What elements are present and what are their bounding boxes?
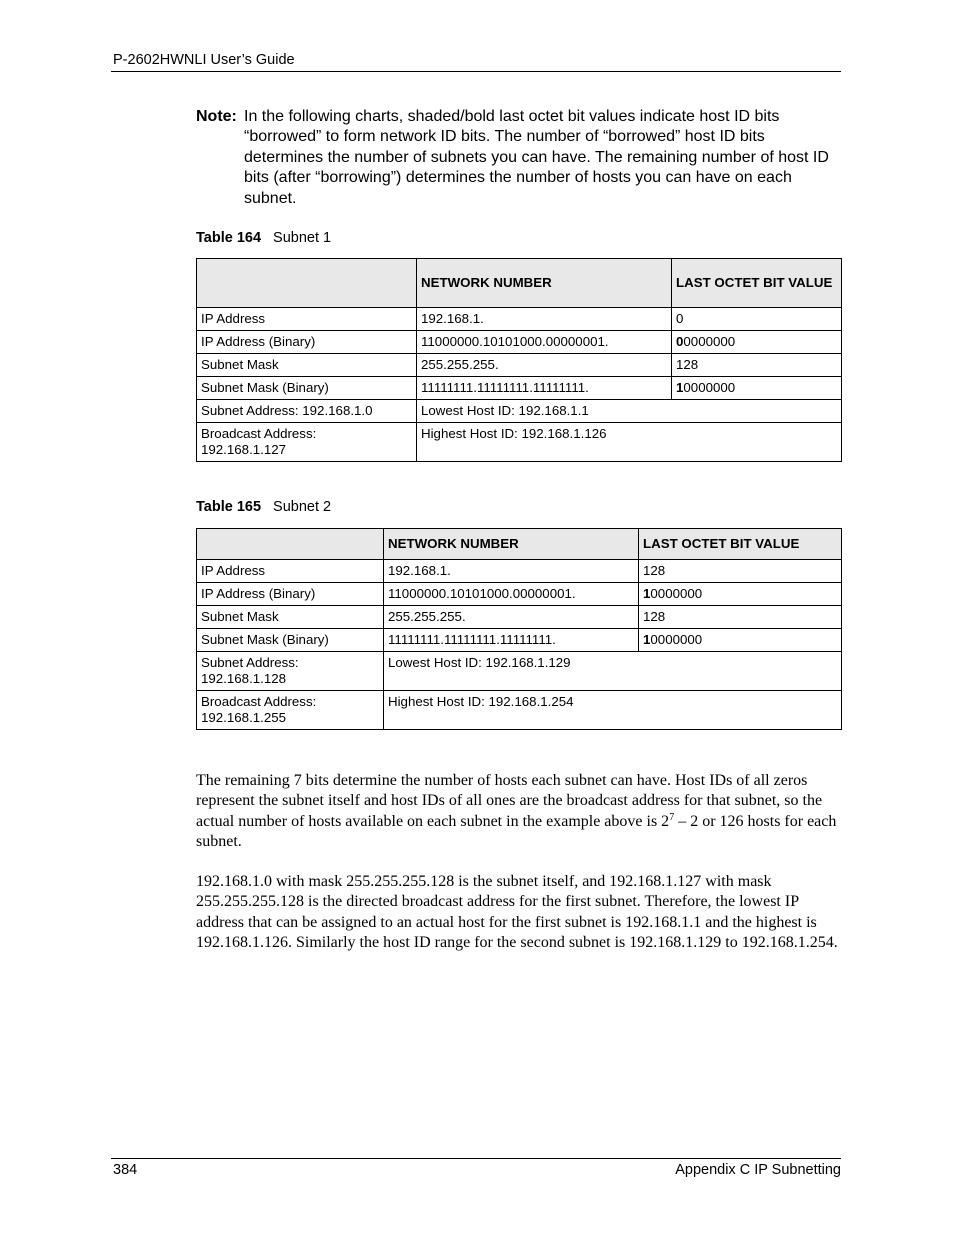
last-octet-cell: [672, 377, 842, 400]
paragraph-hosts: [196, 771, 844, 852]
header-cell-last-octet: LAST OCTET BIT VALUE: [639, 529, 842, 560]
paragraph-hosts-text: The remaining 7 bits determine the number of hosts each subnet can have. Host IDs of all zeros represent the subnet itself and host IDs of all ones are the broadcast address for that subnet, so the actual number of hosts available on each subnet in the example above is 2: [196, 772, 823, 830]
table-row: [197, 629, 842, 652]
header-cell-empty: [197, 529, 384, 560]
subnet-address-cell: [197, 652, 384, 691]
section-title: Appendix C IP Subnetting: [675, 1162, 841, 1178]
octet-value: 128: [643, 609, 666, 624]
exponent: 7: [669, 811, 675, 823]
note-text: In the following charts, shaded/bold last octet bit values indicate host ID bits “borrowed” to form network ID bits. The number of “borrowed” host ID bits determines the number of subnets you can have. The remaining number of host ID bits (after “borrowing”) determines the number of hosts you can have on each subnet.: [244, 108, 829, 207]
borrowed-bit: 1: [643, 586, 651, 601]
paragraph-ranges: 192.168.1.0 with mask 255.255.255.128 is the subnet itself, and 192.168.1.127 with mask 255.255.255.128 is the directed broadcast address for the first subnet. Therefore, the lowest IP address that can be assigned to an actual host for the first subnet is 192.168.1.1 and the highest is 192.168.1.126. Similarly the host ID range for the second subnet is 192.168.1.129 to 192.168.1.254.: [196, 873, 838, 951]
highest-host-cell: Highest Host ID: 192.168.1.254: [384, 691, 842, 730]
table-row: [197, 308, 842, 331]
broadcast-label: Broadcast Address:: [201, 694, 317, 709]
table-row: [197, 423, 842, 462]
table-row: [197, 583, 842, 606]
table-row: [197, 377, 842, 400]
subnet-value: 192.168.1.128: [201, 671, 287, 686]
last-octet-cell: [639, 583, 842, 606]
borrowed-bit: 1: [676, 380, 684, 395]
network-cell: 255.255.255.: [384, 606, 639, 629]
row-label: IP Address (Binary): [197, 331, 417, 354]
octet-value: 0000000: [683, 334, 736, 349]
footer-rule: [111, 1158, 841, 1159]
table-header-row: [197, 529, 842, 560]
octet-value: 0000000: [683, 380, 736, 395]
note-block: [196, 107, 841, 209]
table-row: [197, 606, 842, 629]
octet-value: 0000000: [650, 632, 703, 647]
row-label: Subnet Mask: [197, 354, 417, 377]
highest-host-cell: Highest Host ID: 192.168.1.126: [417, 423, 842, 462]
network-cell: 255.255.255.: [417, 354, 672, 377]
broadcast-address-cell: [197, 423, 417, 462]
lowest-host-cell: Lowest Host ID: 192.168.1.129: [384, 652, 842, 691]
table-165-number: Table 165: [196, 499, 262, 515]
octet-value: 0000000: [650, 586, 703, 601]
broadcast-label: Broadcast Address:: [201, 426, 317, 441]
last-octet-cell: [672, 354, 842, 377]
table-165-caption: [196, 499, 331, 515]
table-header-row: [197, 259, 842, 308]
row-label: Subnet Mask: [197, 606, 384, 629]
table-164: [196, 258, 842, 462]
header-rule: [111, 71, 841, 72]
last-octet-cell: [639, 629, 842, 652]
table-row: [197, 652, 842, 691]
table-row: [197, 331, 842, 354]
network-cell: 192.168.1.: [384, 560, 639, 583]
last-octet-cell: [639, 560, 842, 583]
borrowed-bit: 0: [676, 334, 684, 349]
header-cell-network-number: NETWORK NUMBER: [417, 259, 672, 308]
octet-value: 128: [643, 563, 666, 578]
table-164-title: Subnet 1: [273, 230, 332, 246]
network-cell: 11111111.11111111.11111111.: [384, 629, 639, 652]
row-label: Subnet Mask (Binary): [197, 629, 384, 652]
octet-value: 128: [676, 357, 699, 372]
subnet-label: Subnet Address:: [201, 655, 299, 670]
broadcast-value: 192.168.1.127: [201, 442, 287, 457]
header-cell-last-octet: LAST OCTET BIT VALUE: [672, 259, 842, 308]
network-cell: 11000000.10101000.00000001.: [384, 583, 639, 606]
row-label: IP Address: [197, 560, 384, 583]
borrowed-bit: 1: [643, 632, 651, 647]
table-165-title: Subnet 2: [273, 499, 332, 515]
page-number: 384: [113, 1162, 138, 1178]
paragraph-hosts-text-end: – 2 or 126 hosts for each subnet.: [196, 812, 837, 850]
octet-value: 0: [676, 311, 684, 326]
network-cell: 11111111.11111111.11111111.: [417, 377, 672, 400]
row-label: IP Address: [197, 308, 417, 331]
running-header: P-2602HWNLI User’s Guide: [113, 52, 295, 68]
table-row: [197, 560, 842, 583]
row-label: IP Address (Binary): [197, 583, 384, 606]
subnet-address-cell: Subnet Address: 192.168.1.0: [197, 400, 417, 423]
row-label: Subnet Mask (Binary): [197, 377, 417, 400]
table-row: [197, 691, 842, 730]
table-row: [197, 354, 842, 377]
broadcast-address-cell: [197, 691, 384, 730]
table-165: [196, 528, 842, 730]
network-cell: 11000000.10101000.00000001.: [417, 331, 672, 354]
header-cell-network-number: NETWORK NUMBER: [384, 529, 639, 560]
last-octet-cell: [639, 606, 842, 629]
note-label: Note:: [196, 108, 237, 125]
table-row: [197, 400, 842, 423]
broadcast-value: 192.168.1.255: [201, 710, 287, 725]
network-cell: 192.168.1.: [417, 308, 672, 331]
last-octet-cell: [672, 331, 842, 354]
table-164-number: Table 164: [196, 230, 262, 246]
table-164-caption: [196, 230, 331, 246]
header-cell-empty: [197, 259, 417, 308]
last-octet-cell: [672, 308, 842, 331]
lowest-host-cell: Lowest Host ID: 192.168.1.1: [417, 400, 842, 423]
